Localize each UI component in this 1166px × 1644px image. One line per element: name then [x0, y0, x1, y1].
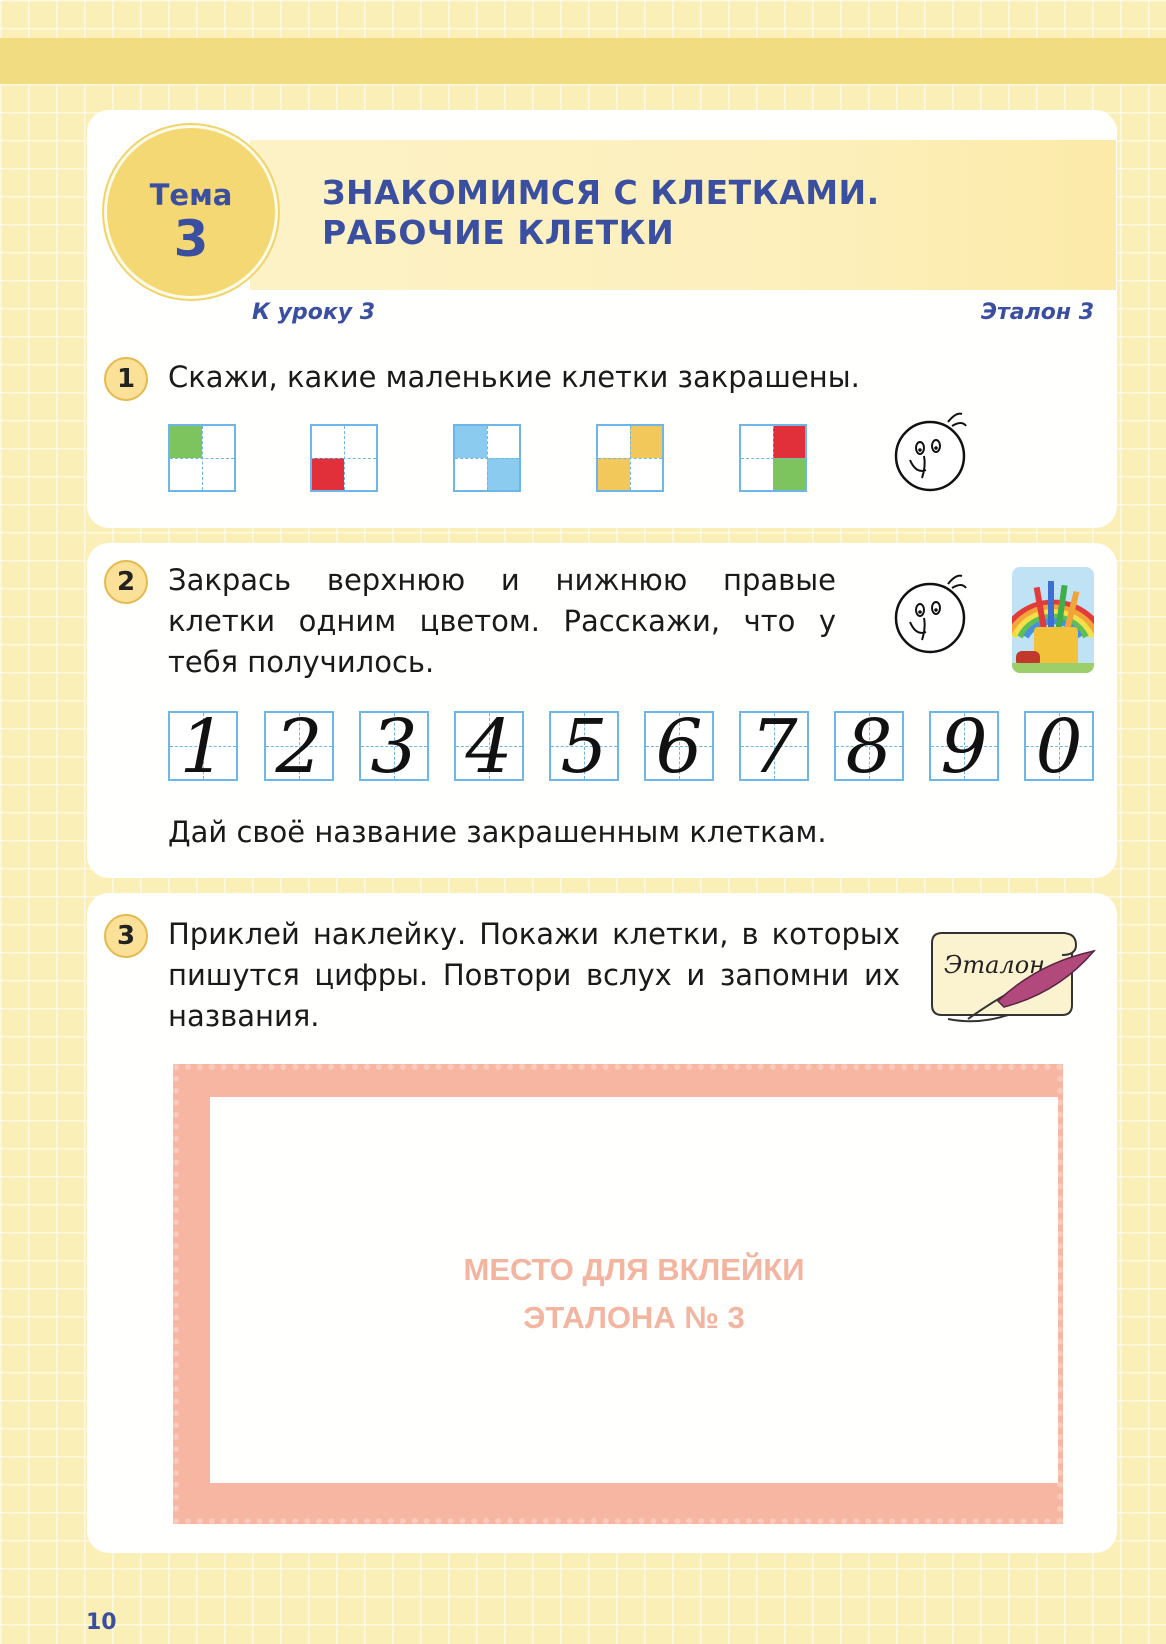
etalon-reference: Эталон 3	[980, 300, 1094, 325]
smiley-face-icon	[890, 408, 976, 494]
color-cell-4	[596, 424, 664, 492]
digit: 0	[1035, 711, 1083, 781]
digit-cell	[168, 711, 238, 781]
sticker-text-line1: МЕСТО ДЛЯ ВКЛЕЙКИ	[463, 1252, 805, 1287]
page-number: 10	[86, 1610, 117, 1635]
digit: 2	[275, 711, 323, 781]
digit-cell	[929, 711, 999, 781]
color-cell-5	[739, 424, 807, 492]
digit: 5	[560, 711, 608, 781]
digit-cell	[644, 711, 714, 781]
digit: 3	[370, 711, 418, 781]
digit-cell	[1024, 711, 1094, 781]
pencils-icon	[1012, 567, 1094, 673]
smiley-face-icon	[890, 570, 976, 656]
digit-cell	[739, 711, 809, 781]
page-title-line2: РАБОЧИЕ КЛЕТКИ	[322, 213, 675, 252]
etalon-scroll-icon	[928, 923, 1098, 1029]
topic-badge	[104, 125, 278, 299]
digit: 4	[465, 711, 513, 781]
digit: 1	[179, 711, 227, 781]
digit: 6	[655, 711, 703, 781]
digit-cell	[549, 711, 619, 781]
digit-cell	[454, 711, 524, 781]
digit: 9	[940, 711, 988, 781]
task3-number-badge: 3	[104, 914, 148, 958]
digit: 8	[845, 711, 893, 781]
sticker-text-line2: ЭТАЛОНА № 3	[523, 1300, 745, 1335]
sticker-area	[210, 1097, 1058, 1483]
task1-text: Скажи, какие маленькие клетки закрашены.	[168, 360, 860, 394]
etalon-label: Эталон	[944, 951, 1045, 979]
color-cell-3	[453, 424, 521, 492]
digit-cell	[359, 711, 429, 781]
topic-number: 3	[173, 210, 209, 268]
task2-text: Закрась верхнюю и нижнюю правые клетки одним цветом. Расскажи, что у тебя получилось.	[168, 563, 836, 679]
task3-text: Приклей наклейку. Покажи клетки, в которых пишутся цифры. Повтори вслух и запомни их названия.	[168, 917, 900, 1033]
digit: 7	[750, 711, 798, 781]
digit-cell	[834, 711, 904, 781]
color-cell-1	[168, 424, 236, 492]
topic-word: Тема	[149, 178, 233, 212]
color-cell-2	[310, 424, 378, 492]
lesson-reference: К уроку 3	[252, 300, 376, 325]
task1-number-badge: 1	[104, 357, 148, 401]
top-band	[0, 38, 1166, 84]
page-title-line1: ЗНАКОМИМСЯ С КЛЕТКАМИ.	[322, 173, 880, 212]
task2-number-badge: 2	[104, 560, 148, 604]
digit-cell	[264, 711, 334, 781]
task2-note: Дай своё название закрашенным клеткам.	[168, 815, 827, 849]
